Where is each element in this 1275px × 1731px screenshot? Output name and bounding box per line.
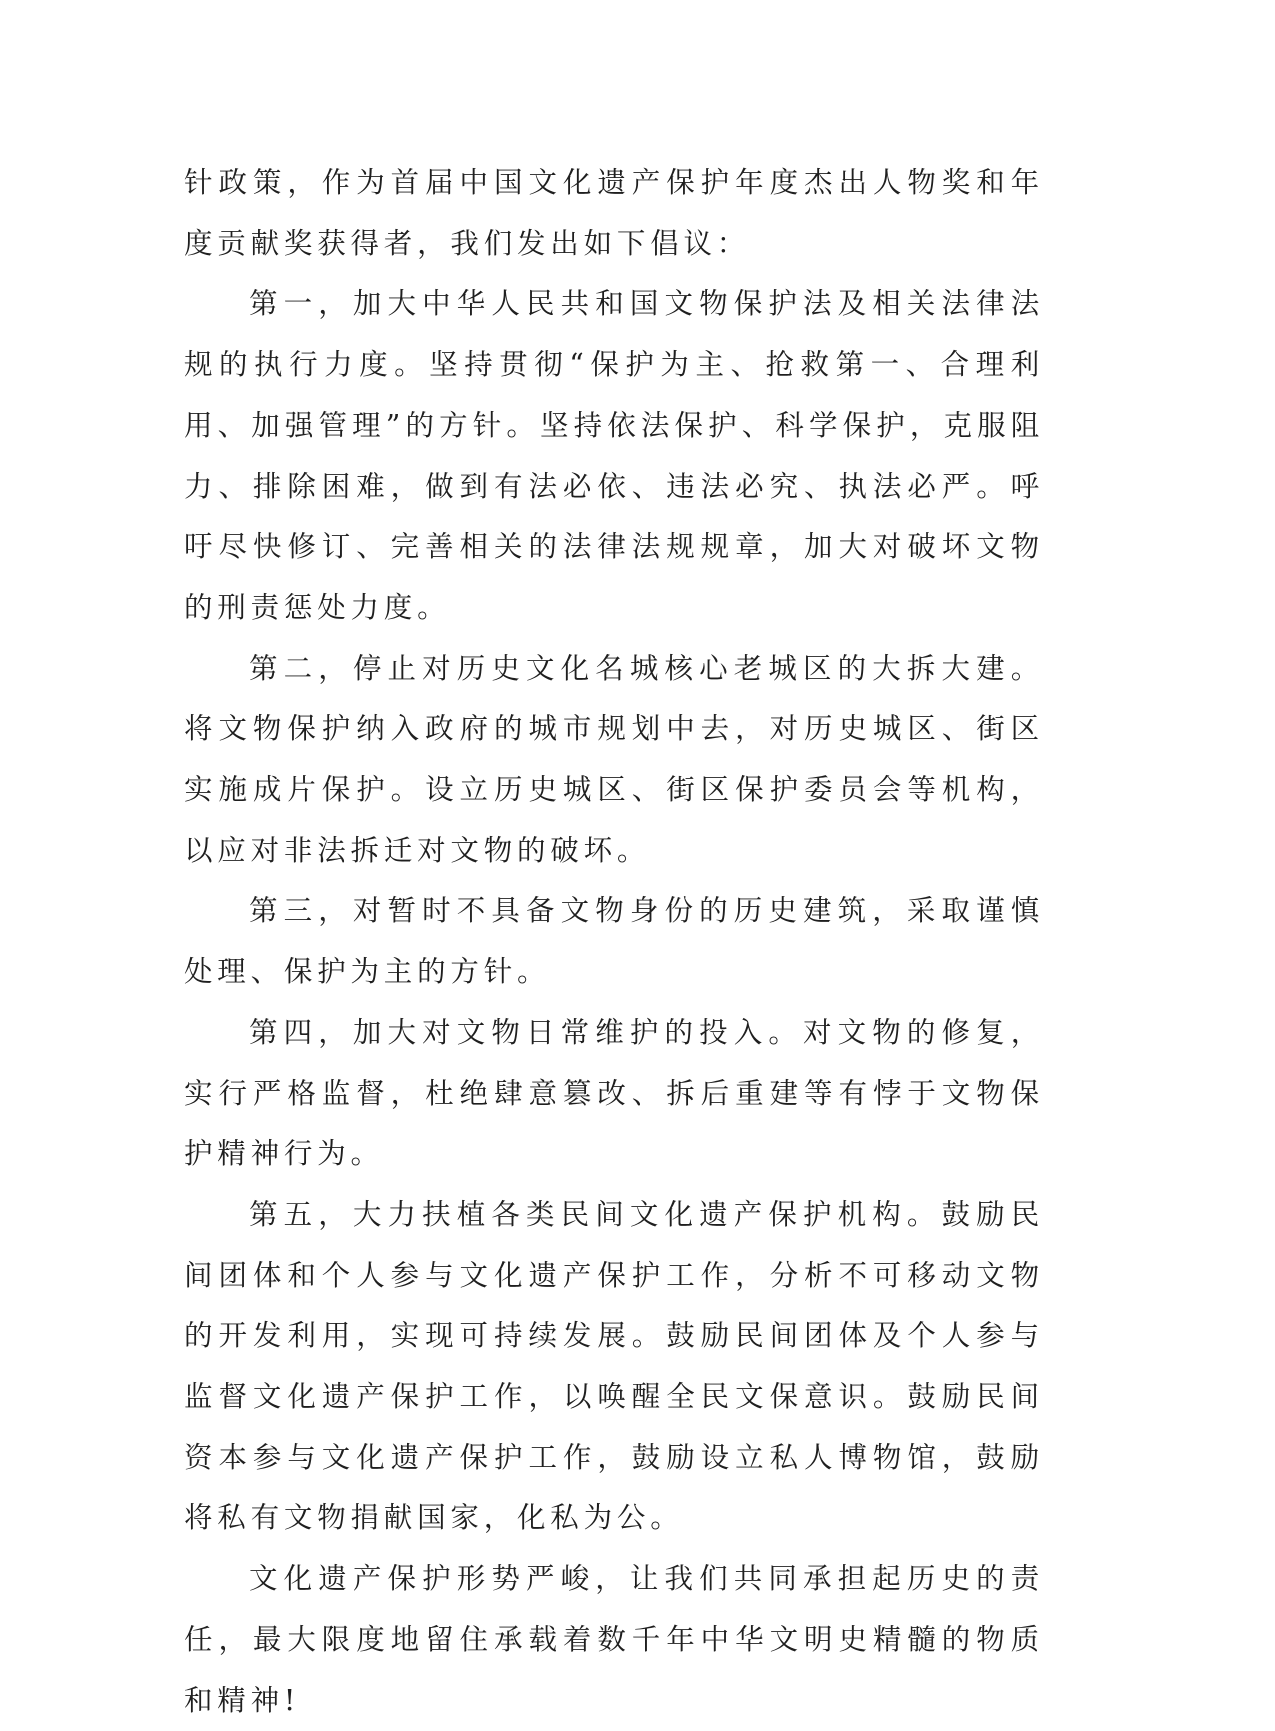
paragraph-closing: 文化遗产保护形势严峻，让我们共同承担起历史的责任，最大限度地留住承载着数千年中华文明史精髓的物质和精神! [184, 1562, 1044, 1717]
paragraph-continuation: 针政策，作为首届中国文化遗产保护年度杰出人物奖和年度贡献奖获得者，我们发出如下倡议： [184, 166, 1044, 260]
paragraph-item-2: 第二，停止对历史文化名城核心老城区的大拆大建。将文物保护纳入政府的城市规划中去，对历史城区、街区实施成片保护。设立历史城区、街区保护委员会等机构，以应对非法拆迁对文物的破坏。 [184, 651, 1044, 867]
paragraph-item-1: 第一，加大中华人民共和国文物保护法及相关法律法规的执行力度。坚持贯彻“保护为主、抢救第一、合理利用、加强管理”的方针。坚持依法保护、科学保护，克服阻力、排除困难，做到有法必依、违法必究、执法必严。呼吁尽快修订、完善相关的法律法规规章，加大对破坏文物的刑责惩处力度。 [184, 287, 1044, 624]
paragraph-item-4: 第四，加大对文物日常维护的投入。对文物的修复，实行严格监督，杜绝肆意篡改、拆后重建等有悖于文物保护精神行为。 [184, 1015, 1044, 1171]
document-body [184, 153, 1044, 1731]
paragraph-item-5: 第五，大力扶植各类民间文化遗产保护机构。鼓励民间团体和个人参与文化遗产保护工作，分析不可移动文物的开发利用，实现可持续发展。鼓励民间团体及个人参与监督文化遗产保护工作，以唤醒全民文保意识。鼓励民间资本参与文化遗产保护工作，鼓励设立私人博物馆，鼓励将私有文物捐献国家，化私为公。 [184, 1197, 1044, 1535]
paragraph-item-3: 第三，对暂时不具备文物身份的历史建筑，采取谨慎处理、保护为主的方针。 [184, 894, 1044, 989]
